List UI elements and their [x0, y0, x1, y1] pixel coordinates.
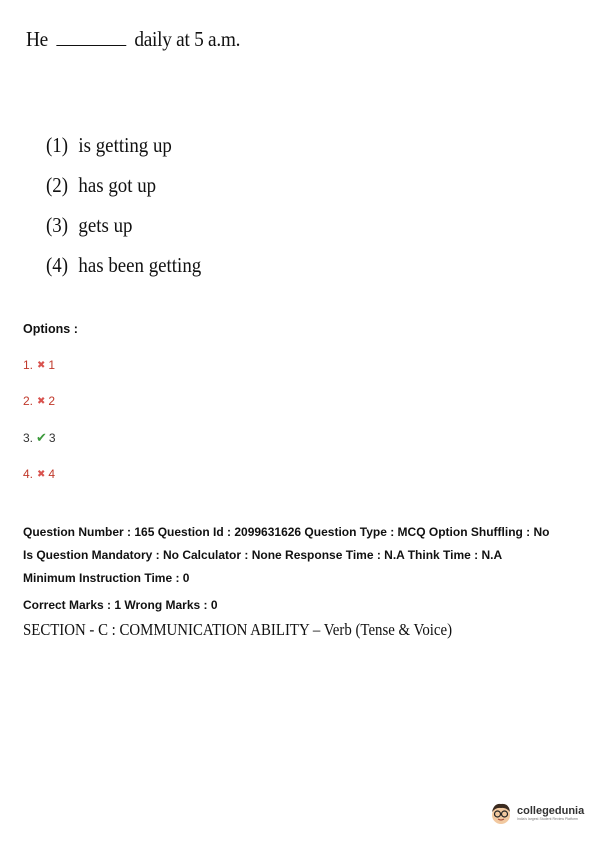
check-mark-icon: ✔ — [36, 430, 47, 445]
choice-number: (1) — [46, 133, 69, 157]
cross-mark-icon: ✖ — [37, 468, 46, 480]
choice-text: has got up — [78, 173, 157, 197]
fill-in-blank — [56, 27, 126, 46]
option-prefix: 1. — [23, 358, 34, 372]
choice-text: gets up — [78, 213, 133, 237]
option-value: 3 — [48, 431, 56, 445]
collegedunia-logo — [488, 800, 584, 826]
choice-number: (2) — [46, 173, 69, 197]
cross-mark-icon: ✖ — [37, 359, 46, 371]
question-meta-line: Is Question Mandatory : No Calculator : None Response Time : N.A Think Time : N.A — [23, 548, 503, 562]
logo-name: collegedunia — [517, 805, 585, 817]
choice-item — [46, 213, 201, 253]
answer-choices — [46, 133, 218, 293]
question-text-before: He — [26, 27, 48, 51]
question-text-after: daily at 5 a.m. — [134, 27, 241, 51]
section-title: SECTION - C : COMMUNICATION ABILITY – Verb (Tense & Voice) — [23, 620, 453, 639]
choice-number: (4) — [46, 253, 69, 277]
option-prefix: 2. — [23, 394, 34, 408]
choice-number: (3) — [46, 213, 69, 237]
option-row — [23, 358, 55, 372]
option-prefix: 4. — [23, 467, 34, 481]
option-row — [23, 467, 55, 481]
logo-tagline: India's largest Student Review Platform — [517, 817, 578, 821]
option-value: 1 — [48, 358, 56, 372]
choice-item — [46, 173, 201, 213]
mascot-face-icon — [488, 800, 514, 826]
question-sentence — [26, 27, 240, 52]
cross-mark-icon: ✖ — [37, 395, 46, 407]
option-row — [23, 394, 55, 408]
question-meta-line: Minimum Instruction Time : 0 — [23, 571, 190, 585]
choice-item — [46, 133, 201, 173]
marks-line: Correct Marks : 1 Wrong Marks : 0 — [23, 598, 218, 612]
option-row-correct — [23, 430, 56, 446]
choice-item — [46, 253, 201, 293]
option-prefix: 3. — [23, 431, 34, 445]
logo-text — [517, 805, 584, 821]
options-heading: Options : — [23, 322, 78, 336]
choice-text: has been getting — [78, 253, 202, 277]
option-value: 4 — [48, 467, 56, 481]
question-meta-line: Question Number : 165 Question Id : 2099631626 Question Type : MCQ Option Shuffling : No — [23, 525, 550, 539]
choice-text: is getting up — [78, 133, 172, 157]
option-value: 2 — [48, 394, 56, 408]
